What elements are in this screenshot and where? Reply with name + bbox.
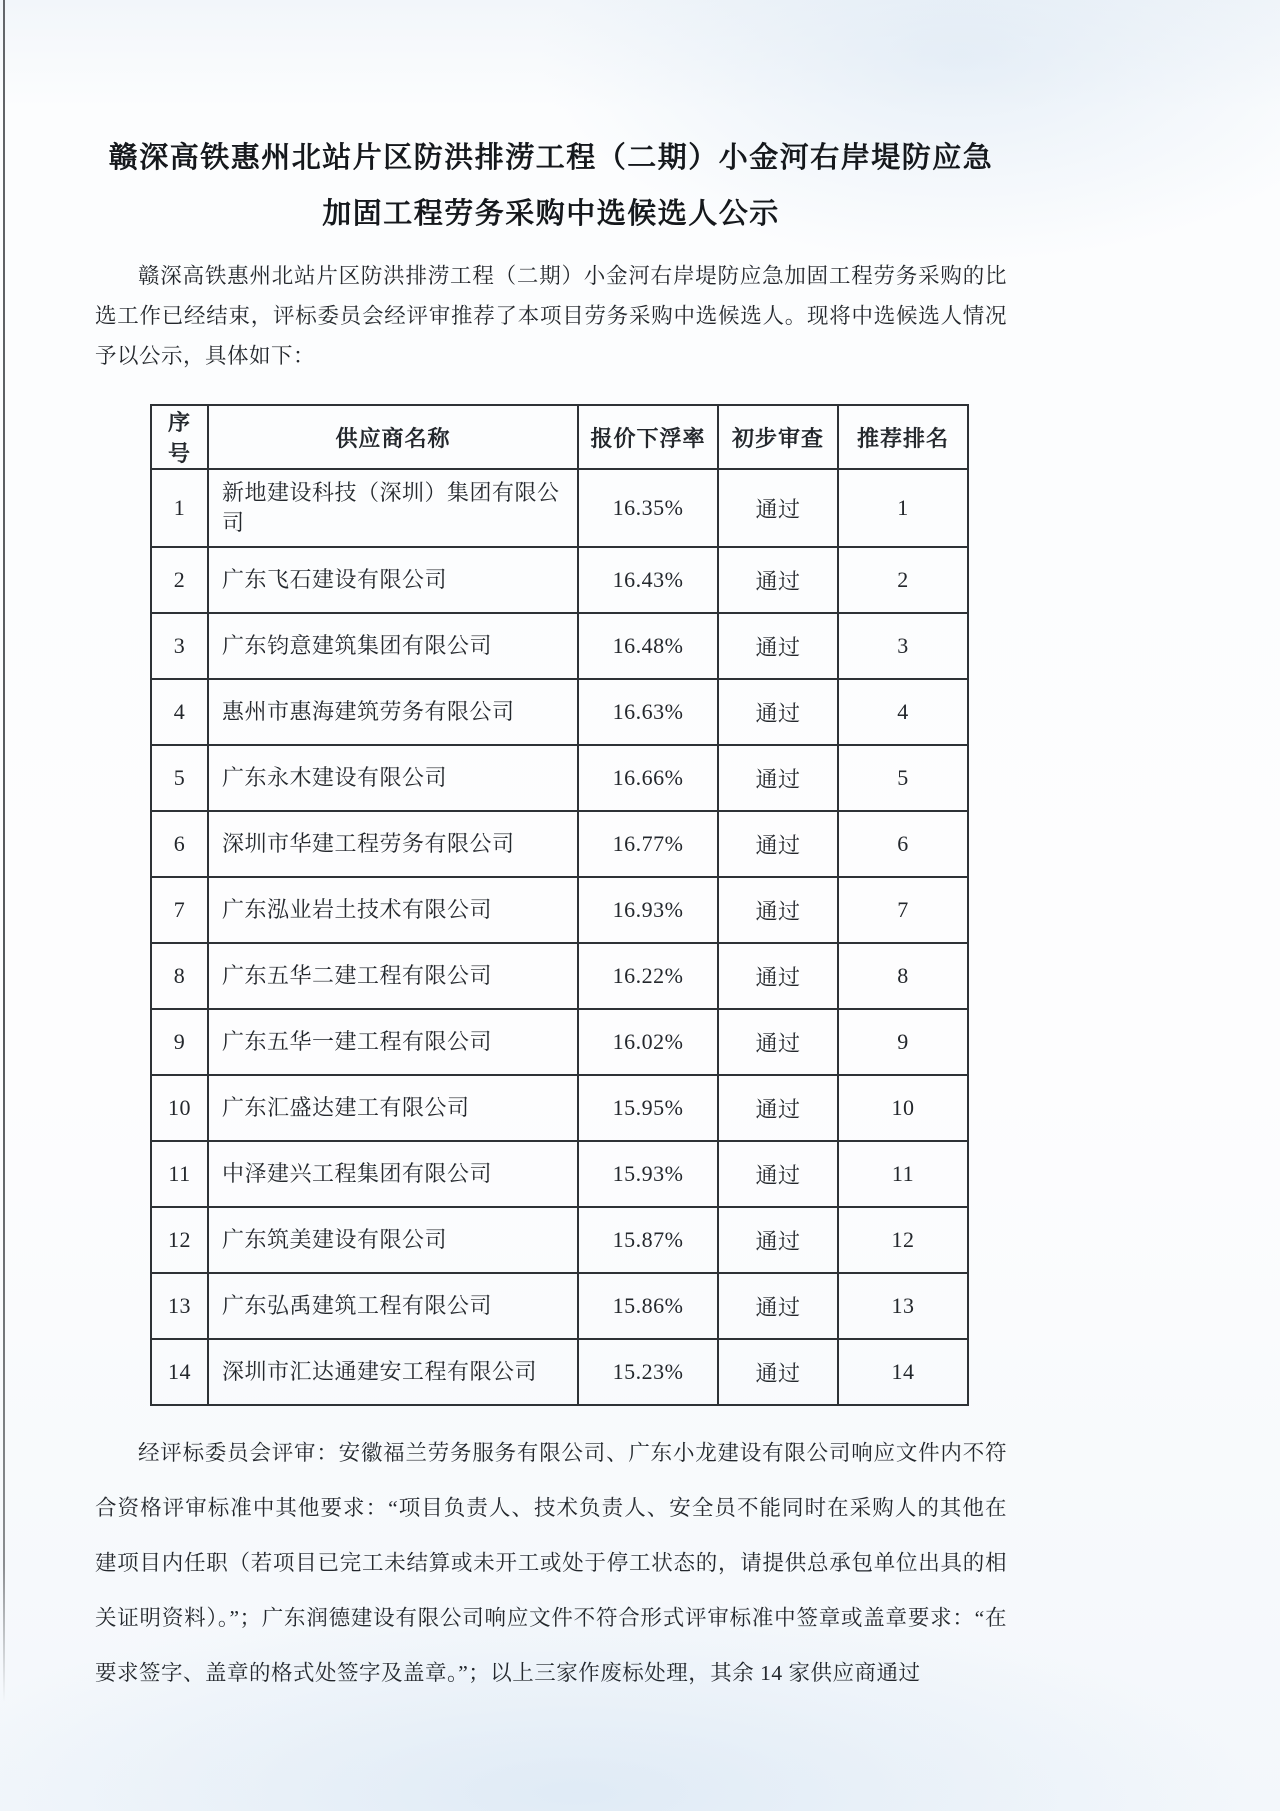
cell-prelim-review: 通过 (718, 1009, 838, 1075)
table-row (151, 877, 968, 943)
table-row (151, 811, 968, 877)
cell-prelim-review: 通过 (718, 1141, 838, 1207)
cell-quote-discount: 16.63% (578, 679, 718, 745)
cell-supplier-name: 广东汇盛达建工有限公司 (208, 1075, 578, 1141)
cell-recommend-rank: 9 (838, 1009, 968, 1075)
cell-prelim-review: 通过 (718, 1273, 838, 1339)
cell-recommend-rank: 5 (838, 745, 968, 811)
table-row (151, 1141, 968, 1207)
cell-supplier-name: 惠州市惠海建筑劳务有限公司 (208, 679, 578, 745)
table-row (151, 1075, 968, 1141)
cell-serial-number: 5 (151, 745, 208, 811)
cell-quote-discount: 16.22% (578, 943, 718, 1009)
cell-supplier-name: 广东泓业岩土技术有限公司 (208, 877, 578, 943)
cell-serial-number: 7 (151, 877, 208, 943)
cell-quote-discount: 16.02% (578, 1009, 718, 1075)
cell-supplier-name: 广东五华二建工程有限公司 (208, 943, 578, 1009)
cell-supplier-name: 广东弘禹建筑工程有限公司 (208, 1273, 578, 1339)
cell-recommend-rank: 7 (838, 877, 968, 943)
cell-quote-discount: 15.95% (578, 1075, 718, 1141)
supplier-table-body (151, 469, 968, 1405)
cell-recommend-rank: 2 (838, 547, 968, 613)
header-serial-number: 序号 (151, 405, 208, 469)
cell-supplier-name: 广东飞石建设有限公司 (208, 547, 578, 613)
cell-quote-discount: 16.48% (578, 613, 718, 679)
cell-quote-discount: 16.77% (578, 811, 718, 877)
table-row (151, 943, 968, 1009)
table-header-row (151, 405, 968, 469)
cell-recommend-rank: 12 (838, 1207, 968, 1273)
cell-quote-discount: 15.87% (578, 1207, 718, 1273)
table-row (151, 547, 968, 613)
cell-quote-discount: 16.43% (578, 547, 718, 613)
cell-quote-discount: 15.23% (578, 1339, 718, 1405)
cell-serial-number: 2 (151, 547, 208, 613)
document-content (95, 0, 1007, 1701)
cell-supplier-name: 广东钧意建筑集团有限公司 (208, 613, 578, 679)
table-row (151, 1009, 968, 1075)
cell-prelim-review: 通过 (718, 943, 838, 1009)
table-row (151, 1207, 968, 1273)
cell-quote-discount: 15.93% (578, 1141, 718, 1207)
cell-serial-number: 11 (151, 1141, 208, 1207)
cell-quote-discount: 16.93% (578, 877, 718, 943)
header-supplier-name: 供应商名称 (208, 405, 578, 469)
cell-quote-discount: 15.86% (578, 1273, 718, 1339)
cell-prelim-review: 通过 (718, 1207, 838, 1273)
cell-serial-number: 1 (151, 469, 208, 547)
cell-recommend-rank: 3 (838, 613, 968, 679)
cell-serial-number: 14 (151, 1339, 208, 1405)
cell-serial-number: 4 (151, 679, 208, 745)
cell-recommend-rank: 14 (838, 1339, 968, 1405)
table-row (151, 745, 968, 811)
cell-supplier-name: 深圳市华建工程劳务有限公司 (208, 811, 578, 877)
cell-serial-number: 3 (151, 613, 208, 679)
supplier-table (150, 404, 969, 1406)
intro-paragraph: 赣深高铁惠州北站片区防洪排涝工程（二期）小金河右岸堤防应急加固工程劳务采购的比选工作已经结束，评标委员会经评审推荐了本项目劳务采购中选候选人。现将中选候选人情况予以公示，具体如下： (95, 264, 1007, 368)
cell-supplier-name: 新地建设科技（深圳）集团有限公司 (208, 469, 578, 547)
table-row (151, 679, 968, 745)
table-row (151, 469, 968, 547)
cell-prelim-review: 通过 (718, 1339, 838, 1405)
cell-recommend-rank: 1 (838, 469, 968, 547)
cell-prelim-review: 通过 (718, 745, 838, 811)
cell-prelim-review: 通过 (718, 877, 838, 943)
table-row (151, 613, 968, 679)
page-title: 赣深高铁惠州北站片区防洪排涝工程（二期）小金河右岸堤防应急加固工程劳务采购中选候选人公示 (108, 142, 994, 230)
cell-recommend-rank: 4 (838, 679, 968, 745)
cell-prelim-review: 通过 (718, 811, 838, 877)
cell-prelim-review: 通过 (718, 469, 838, 547)
header-prelim-review: 初步审查 (718, 405, 838, 469)
cell-serial-number: 6 (151, 811, 208, 877)
closing-paragraph: 经评标委员会评审：安徽福兰劳务服务有限公司、广东小龙建设有限公司响应文件内不符合资格评审标准中其他要求：“项目负责人、技术负责人、安全员不能同时在采购人的其他在建项目内任职（若项目已完工未结算或未开工或处于停工状态的，请提供总承包单位出具的相关证明资料）。”；广东润德建设有限公司响应文件不符合形式评审标准中签章或盖章要求：“在要求签字、盖章的格式处签字及盖章。”；以上三家作废标处理，其余 14 家供应商通过 (95, 1441, 1007, 1685)
cell-supplier-name: 广东永木建设有限公司 (208, 745, 578, 811)
cell-serial-number: 13 (151, 1273, 208, 1339)
cell-recommend-rank: 10 (838, 1075, 968, 1141)
cell-recommend-rank: 11 (838, 1141, 968, 1207)
cell-serial-number: 12 (151, 1207, 208, 1273)
header-quote-discount: 报价下浮率 (578, 405, 718, 469)
cell-recommend-rank: 6 (838, 811, 968, 877)
scan-edge-artifact (3, 0, 5, 1702)
cell-serial-number: 10 (151, 1075, 208, 1141)
table-row (151, 1273, 968, 1339)
cell-recommend-rank: 8 (838, 943, 968, 1009)
cell-serial-number: 8 (151, 943, 208, 1009)
cell-recommend-rank: 13 (838, 1273, 968, 1339)
cell-prelim-review: 通过 (718, 613, 838, 679)
cell-quote-discount: 16.35% (578, 469, 718, 547)
cell-prelim-review: 通过 (718, 1075, 838, 1141)
cell-prelim-review: 通过 (718, 679, 838, 745)
cell-supplier-name: 广东五华一建工程有限公司 (208, 1009, 578, 1075)
header-recommend-rank: 推荐排名 (838, 405, 968, 469)
cell-supplier-name: 中泽建兴工程集团有限公司 (208, 1141, 578, 1207)
cell-supplier-name: 深圳市汇达通建安工程有限公司 (208, 1339, 578, 1405)
cell-supplier-name: 广东筑美建设有限公司 (208, 1207, 578, 1273)
cell-prelim-review: 通过 (718, 547, 838, 613)
table-row (151, 1339, 968, 1405)
cell-serial-number: 9 (151, 1009, 208, 1075)
cell-quote-discount: 16.66% (578, 745, 718, 811)
